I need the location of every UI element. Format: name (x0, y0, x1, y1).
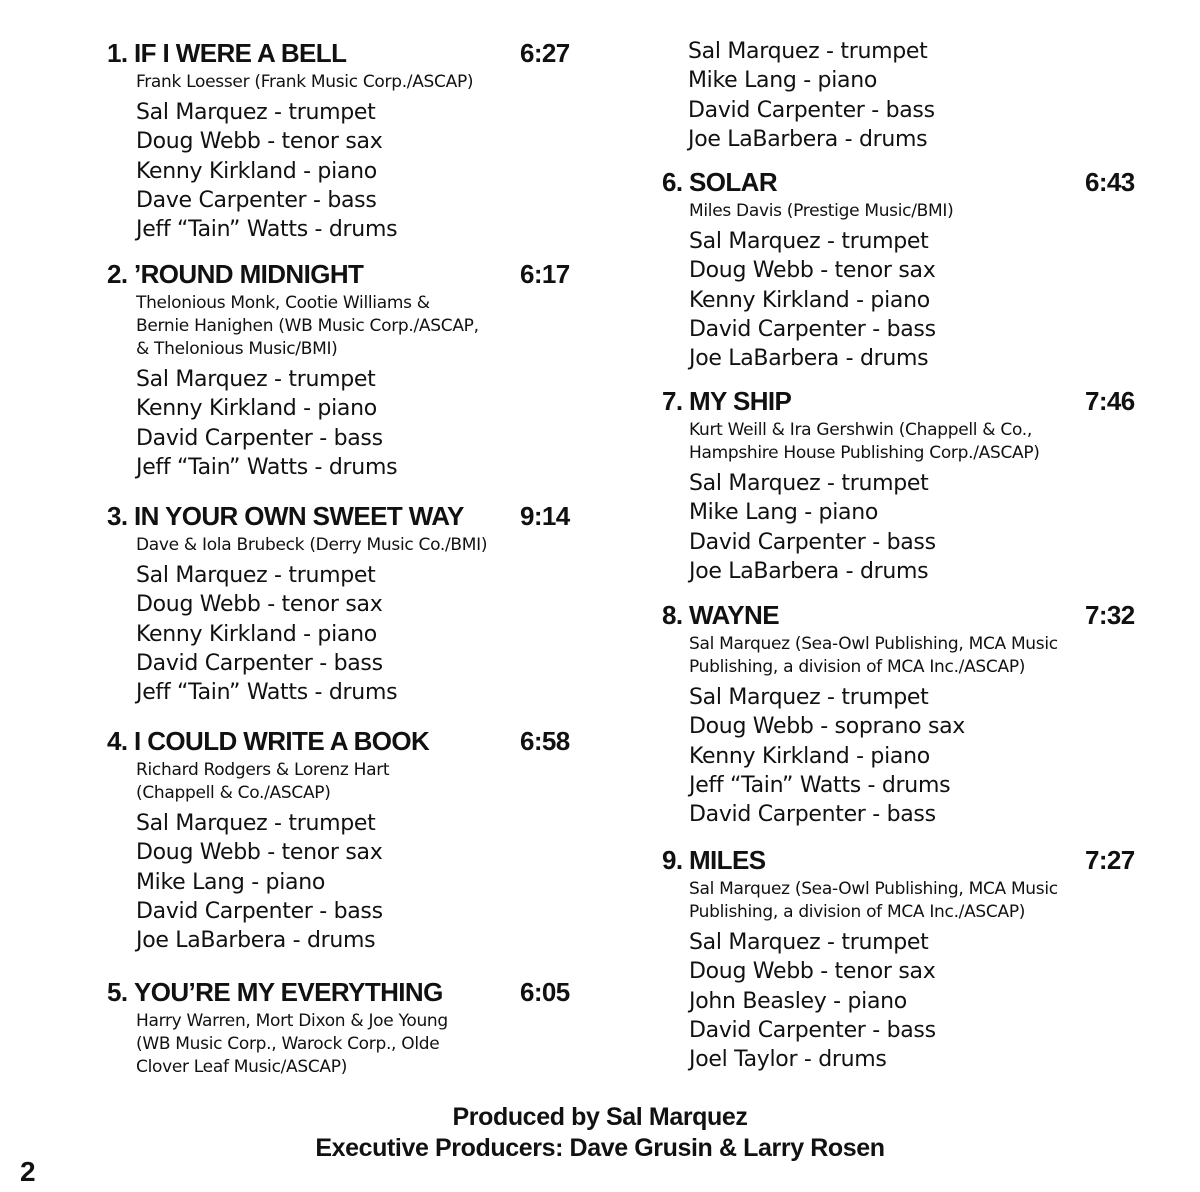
composer-credit-line: Sal Marquez (Sea-Owl Publishing, MCA Music (689, 879, 1058, 899)
track-duration: 7:27 (1085, 845, 1135, 875)
track-heading (662, 384, 1155, 418)
composer-credit-line: Bernie Hanighen (WB Music Corp./ASCAP, (136, 316, 479, 336)
personnel-list (689, 469, 1155, 586)
track-details (136, 759, 590, 955)
track-title: SOLAR (689, 167, 778, 197)
track-heading (107, 499, 590, 533)
composer-credit-line: Clover Leaf Music/ASCAP) (136, 1057, 348, 1077)
player-line: Doug Webb - tenor sax (689, 258, 936, 284)
track-details (689, 633, 1155, 829)
track-4 (107, 724, 590, 955)
track-duration: 6:58 (520, 726, 570, 756)
track-heading (662, 165, 1155, 199)
track-heading (107, 257, 590, 291)
track-duration: 7:32 (1085, 600, 1135, 630)
composer-credit-line: Thelonious Monk, Cootie Williams & (136, 293, 430, 313)
track-number: 6. (662, 167, 683, 197)
composer-credit-line: Richard Rodgers & Lorenz Hart (136, 760, 390, 780)
composer-credit-line: Hampshire House Publishing Corp./ASCAP) (689, 443, 1040, 463)
page-number: 2 (20, 1156, 36, 1187)
player-line: Sal Marquez - trumpet (136, 100, 376, 125)
track-title: IN YOUR OWN SWEET WAY (134, 501, 464, 531)
track-number: 8. (662, 600, 683, 630)
track-heading (107, 975, 590, 1009)
player-line: Jeff “Tain” Watts - drums (689, 772, 951, 798)
track-9 (662, 843, 1155, 1074)
composer-credit-line: Frank Loesser (Frank Music Corp./ASCAP) (136, 72, 474, 92)
player-line: Joe LaBarbera - drums (689, 346, 929, 372)
composer-credit-line: Dave & Iola Brubeck (Derry Music Co./BMI) (136, 535, 488, 555)
player-line: Kenny Kirkland - piano (136, 621, 377, 647)
track-duration: 6:05 (520, 977, 570, 1007)
track-title: IF I WERE A BELL (134, 38, 347, 68)
track-8 (662, 598, 1155, 829)
produced-by: Produced by Sal Marquez (452, 1103, 748, 1131)
player-line: Mike Lang - piano (136, 869, 326, 895)
track-number: 1. (107, 38, 128, 68)
player-line: Sal Marquez - trumpet (689, 229, 929, 254)
composer-credit-line: Harry Warren, Mort Dixon & Joe Young (136, 1011, 448, 1031)
personnel-list (689, 928, 1155, 1074)
track-title: WAYNE (689, 600, 779, 630)
track-details (136, 71, 590, 244)
player-line: David Carpenter - bass (136, 650, 383, 676)
composer-credit-line: (Chappell & Co./ASCAP) (136, 783, 331, 803)
player-line: David Carpenter - bass (688, 97, 935, 123)
track-heading (107, 724, 590, 758)
player-line: Sal Marquez - trumpet (688, 39, 928, 64)
personnel-list (689, 227, 1155, 373)
player-line: Mike Lang - piano (689, 500, 879, 526)
player-line: John Beasley - piano (689, 988, 907, 1014)
player-line: Sal Marquez - trumpet (136, 367, 376, 392)
executive-producers: Executive Producers: Dave Grusin & Larry Rosen (315, 1134, 885, 1162)
player-line: Sal Marquez - trumpet (689, 685, 929, 710)
track-number: 2. (107, 259, 128, 289)
player-line: Kenny Kirkland - piano (689, 743, 930, 769)
personnel-list (136, 809, 590, 955)
player-line: Doug Webb - tenor sax (136, 129, 383, 155)
track-3 (107, 499, 590, 707)
player-line: Sal Marquez - trumpet (689, 930, 929, 955)
track-heading (662, 598, 1155, 632)
composer-credit-line: Miles Davis (Prestige Music/BMI) (689, 201, 954, 221)
player-line: Kenny Kirkland - piano (136, 158, 377, 184)
track-title: YOU’RE MY EVERYTHING (134, 977, 443, 1007)
player-line: Dave Carpenter - bass (136, 187, 377, 213)
player-line: Joel Taylor - drums (689, 1047, 887, 1073)
track-duration: 6:17 (520, 259, 570, 289)
production-credits (0, 1102, 1200, 1164)
player-line: David Carpenter - bass (689, 802, 936, 828)
composer-credit-line: & Thelonious Music/BMI) (136, 339, 338, 359)
personnel-list (136, 561, 590, 707)
track-5-personnel-continued (688, 37, 935, 154)
player-line: Jeff “Tain” Watts - drums (136, 217, 398, 243)
track-number: 7. (662, 386, 683, 416)
track-number: 4. (107, 726, 128, 756)
track-6 (662, 165, 1155, 373)
track-number: 3. (107, 501, 128, 531)
track-title: MILES (689, 845, 766, 875)
player-line: Joe LaBarbera - drums (136, 928, 376, 954)
track-duration: 9:14 (520, 501, 570, 531)
track-title: MY SHIP (689, 386, 792, 416)
player-line: Doug Webb - soprano sax (689, 714, 966, 740)
track-heading (662, 843, 1155, 877)
player-line: Sal Marquez - trumpet (136, 563, 376, 588)
player-line: Joe LaBarbera - drums (689, 558, 929, 584)
player-line: Doug Webb - tenor sax (689, 959, 936, 985)
player-line: Mike Lang - piano (688, 68, 878, 94)
composer-credit-line: (WB Music Corp., Warock Corp., Olde (136, 1034, 440, 1054)
player-line: Joe LaBarbera - drums (688, 126, 928, 152)
player-line: David Carpenter - bass (136, 425, 383, 451)
track-number: 9. (662, 845, 683, 875)
track-2 (107, 257, 590, 482)
track-number: 5. (107, 977, 128, 1007)
personnel-list (136, 365, 590, 482)
track-title: ’ROUND MIDNIGHT (134, 259, 364, 289)
track-7 (662, 384, 1155, 586)
player-line: Kenny Kirkland - piano (136, 396, 377, 422)
composer-credit-line: Publishing, a division of MCA Inc./ASCAP) (689, 657, 1026, 677)
track-heading (107, 36, 590, 70)
player-line: Jeff “Tain” Watts - drums (136, 454, 398, 480)
track-details (689, 878, 1155, 1074)
personnel-list (689, 683, 1155, 829)
track-details (689, 419, 1155, 586)
player-line: David Carpenter - bass (689, 316, 936, 342)
track-details (136, 534, 590, 707)
track-details (136, 292, 590, 482)
personnel-list (136, 98, 590, 244)
player-line: David Carpenter - bass (689, 529, 936, 555)
track-duration: 6:27 (520, 38, 570, 68)
track-details (689, 200, 1155, 373)
player-line: David Carpenter - bass (689, 1017, 936, 1043)
track-details (136, 1010, 590, 1079)
player-line: Sal Marquez - trumpet (136, 811, 376, 836)
track-duration: 7:46 (1085, 386, 1135, 416)
track-5 (107, 975, 590, 1079)
composer-credit-line: Sal Marquez (Sea-Owl Publishing, MCA Music (689, 634, 1058, 654)
player-line: Sal Marquez - trumpet (689, 471, 929, 496)
player-line: Doug Webb - tenor sax (136, 840, 383, 866)
composer-credit-line: Publishing, a division of MCA Inc./ASCAP) (689, 902, 1026, 922)
track-1 (107, 36, 590, 244)
track-title: I COULD WRITE A BOOK (134, 726, 430, 756)
player-line: Jeff “Tain” Watts - drums (136, 680, 398, 706)
composer-credit-line: Kurt Weill & Ira Gershwin (Chappell & Co., (689, 420, 1032, 440)
player-line: Doug Webb - tenor sax (136, 592, 383, 618)
track-duration: 6:43 (1085, 167, 1135, 197)
player-line: Kenny Kirkland - piano (689, 287, 930, 313)
player-line: David Carpenter - bass (136, 898, 383, 924)
